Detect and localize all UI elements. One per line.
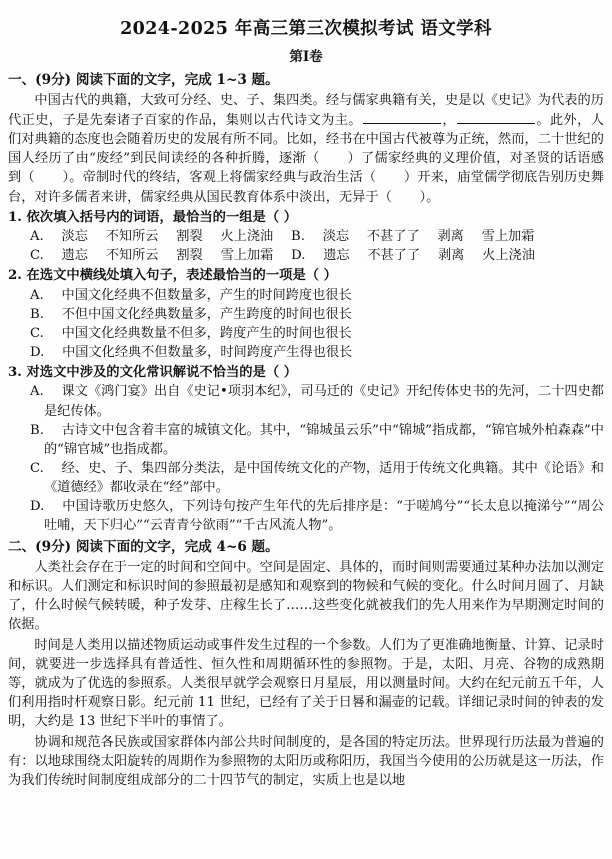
fill-blank-1 [363,111,441,124]
question-2-option-a [8,286,604,305]
option-3b-label: B. [30,422,44,438]
option-2c-label: C. [30,325,44,341]
question-3-option-b [8,421,604,459]
option-1d-word-4: 火上浇油 [482,248,535,264]
passage-text-7: ）。 [419,189,440,205]
passage-text-1: 中国古代的典籍，大致可分经、史、子、集四类。经与儒家典籍有关，史是以《史记》为代表的历代正史，子是先秦诸子百家的作品，集则以古代诗文为主。 [8,93,604,128]
question-3-option-d [8,497,604,535]
section-one-heading: 一、(9分) 阅读下面的文字，完成 1~3 题。 [8,72,279,89]
option-1a-word-3: 割裂 [176,229,203,245]
option-2a-text: 中国文化经典不但数量多，产生的时间跨度也很长 [61,287,352,303]
section-one-passage [8,91,604,206]
option-3a-text: 课文《鸿门宴》出自《史记•项羽本纪》，司马迁的《史记》开纪传体史书的先河，二十四史都是纪传体。 [44,384,604,419]
question-2-option-c [8,324,604,343]
option-2b-label: B. [30,306,44,322]
option-3c-text: 经、史、子、集四部分类法，是中国传统文化的产物，适用于传统文化典籍。其中《论语》和《道德经》都收录在“经”部中。 [44,461,604,496]
section-two-paragraph-2: 时间是人类用以描述物质运动或事件发生过程的一个参数。人们为了更准确地衡量、计算、记录时间，就要进一步选择具有普适性、恒久性和周期循环性的参照物。于是，太阳、月亮、谷物的成熟期等，就成为了优选的参照系。人类很早就学会观察日月星辰，用以测量时间。大约在纪元前五千年，人们利用指时杆观察日影。纪元前 11 世纪，已经有了关于日晷和漏壶的记载。详细记录时间的钟表的发明，大约是 13 世纪下半叶的事情了。 [8,637,604,730]
option-3a-label: A. [30,384,44,400]
question-2-option-d [8,343,604,362]
option-1b-word-1: 淡忘 [322,229,350,245]
section-two-heading: 二、(9分) 阅读下面的文字，完成 4~6 题。 [8,538,279,555]
option-2c-text: 中国文化经典数量不但多，跨度产生的时间也很长 [61,325,352,341]
option-1a-word-1: 淡忘 [61,229,88,245]
option-2a-label: A. [30,287,44,303]
passage-text-4: ）了儒家经典的义理价值，对圣贤的话语感到（ [8,151,604,186]
passage-text-3: 。此外，人们对典籍的态度也会随着历史的发展有所不同。比如，经书在中国古代被尊为正统，然而，二十世纪的国人经历了由“废经”到民间读经的各种折腾，逐渐（ [8,112,604,167]
option-1d-word-1: 遗忘 [323,248,350,264]
option-2b-text: 不但中国文化经典数量多，产生跨度的时间也很长 [61,306,352,322]
question-1-options-row-2 [8,246,604,265]
option-1d-label: D. [291,248,306,264]
option-1b-word-4: 雪上加霜 [481,229,535,245]
option-1c-word-1: 遗忘 [61,248,88,264]
passage-text-2: ， [441,112,456,128]
option-1b-word-3: 剥离 [437,229,464,245]
passage-text-6: ）开来，庙堂儒学彻底告别历史舞台，对许多儒者来讲，儒家经典从国民教育体系中淡出，无异于（ [8,170,604,205]
option-1c-word-4: 雪上加霜 [220,248,274,264]
option-1b-label: B. [291,229,305,245]
option-1a-word-4: 火上浇油 [220,229,274,245]
question-1-options-row-1 [8,227,604,246]
volume-title: 第I卷 [289,49,323,66]
option-1c-word-2: 不知所云 [105,248,159,264]
question-2-stem: 2. 在选文中横线处填入句子，表述最恰当的一项是（ ） [8,268,337,284]
question-1-stem: 1. 依次填入括号内的词语，最恰当的一组是（ ） [8,209,298,225]
fill-blank-2 [457,111,535,124]
option-3b-text: 古诗文中包含着丰富的城镇文化。其中，“锦城虽云乐”中“锦城”指成都，“锦官城外柏森森”中的“锦官城”也指成都。 [44,422,604,457]
question-3-stem: 3. 对选文中涉及的文化常识解说不恰当的是（ ） [8,365,298,381]
passage-text-5: ）。帝制时代的终结，客观上将儒家经典与政治生活（ [62,170,377,186]
option-2d-text: 中国文化经典不但数量多，时间跨度产生得也很长 [62,345,353,361]
option-3d-label: D. [30,499,45,515]
section-two-paragraph-1: 人类社会存在于一定的时间和空间中。空间是固定、具体的，而时间则需要通过某种办法加以测定和标识。人们测定和标识时间的参照最初是感知和观察到的物候和气候的变化。什么时间月圆了、月缺了，什么时候气候转暖，种子发芽、庄稼生长了……这些变化就被我们的先人用来作为早期测定时间的依据。 [8,559,604,633]
question-3-option-c [8,459,604,497]
option-1d-word-3: 剥离 [437,248,465,264]
section-two-paragraph-3: 协调和规范各民族或国家群体内部公共时间制度的，是各国的特定历法。世界现行历法最为普遍的有：以地球围绕太阳旋转的周期作为参照物的太阳历或称阳历，我国当今使用的公历就是这一历法，作为我们传统时间制度组成部分的二十四节气的制定，实质上也是以地 [8,734,604,789]
option-1c-label: C. [30,248,44,264]
option-1d-word-2: 不甚了了 [367,248,421,264]
page-title: 2024-2025 年高三第三次模拟考试 语文学科 [120,19,492,39]
option-1a-word-2: 不知所云 [105,229,159,245]
option-3c-label: C. [30,461,44,476]
option-1c-word-3: 割裂 [176,248,203,264]
option-1a-label: A. [30,229,44,245]
option-2d-label: D. [30,345,45,361]
question-2-option-b [8,305,604,324]
option-3d-text: 中国诗歌历史悠久，下列诗句按产生年代的先后排序是：“于嗟鸠兮”“长太息以掩涕兮”“周公吐哺，天下归心”“云青青兮欲雨”“千古风流人物”。 [44,499,604,534]
option-1b-word-2: 不甚了了 [366,229,420,245]
question-3-option-a [8,382,604,420]
